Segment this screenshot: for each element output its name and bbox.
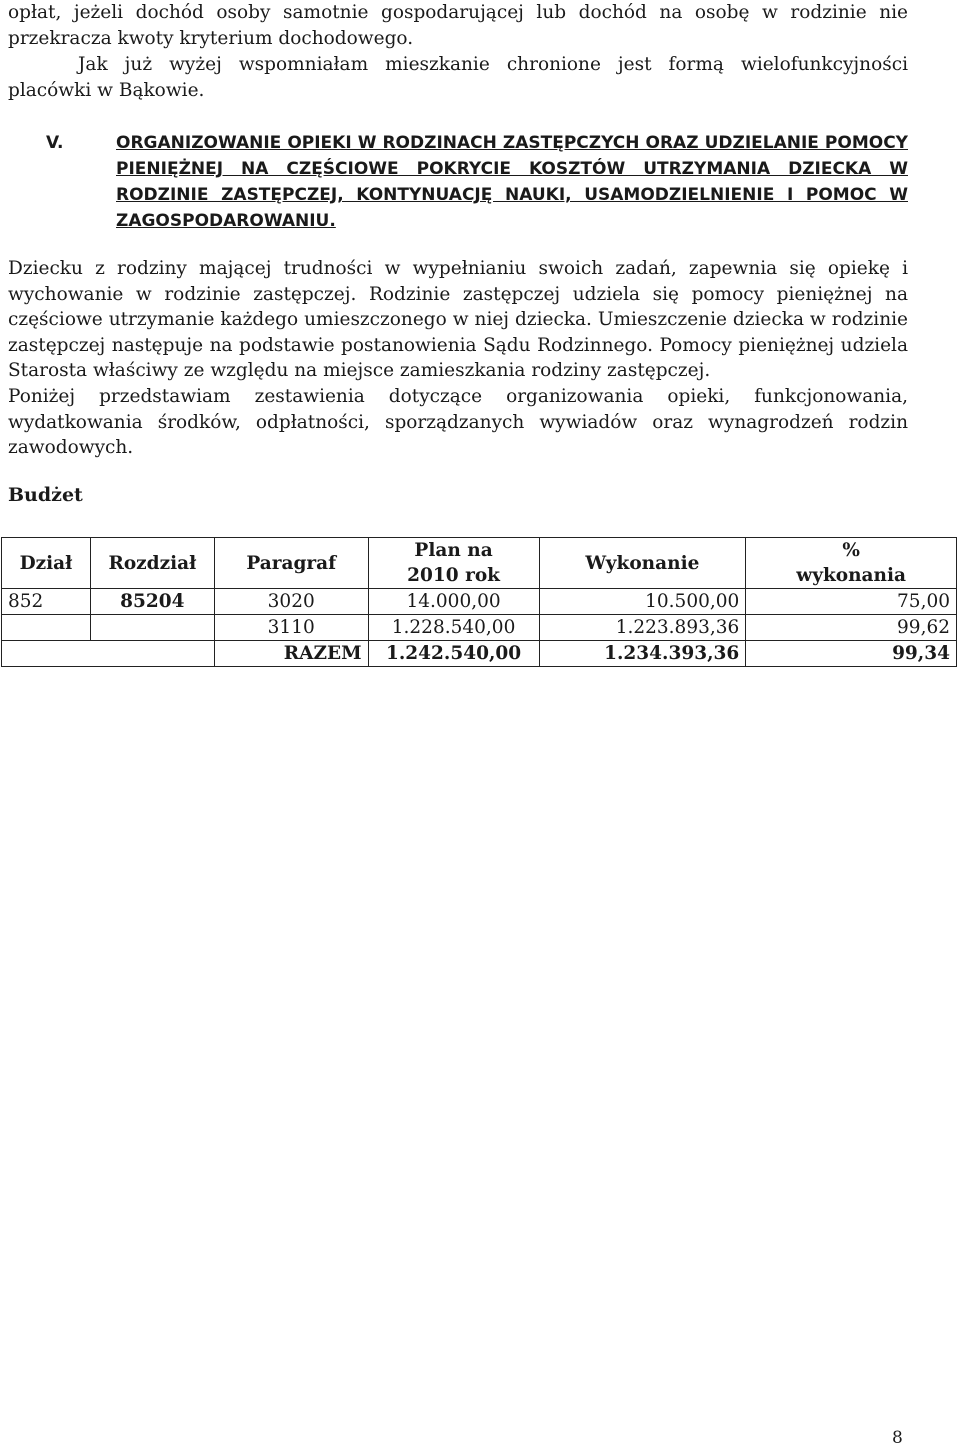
header-plan-line1: Plan na xyxy=(414,540,493,561)
total-wykonanie: 1.234.393,36 xyxy=(539,641,746,667)
budget-header-row xyxy=(2,538,957,589)
page-number: 8 xyxy=(892,1428,903,1448)
cell-procent: 75,00 xyxy=(746,589,957,615)
cell-wykonanie: 10.500,00 xyxy=(539,589,746,615)
cell-paragraf: 3110 xyxy=(214,615,368,641)
header-paragraf: Paragraf xyxy=(214,538,368,589)
cell-plan: 1.228.540,00 xyxy=(368,615,539,641)
cell-rozdzial xyxy=(90,615,214,641)
table-row xyxy=(2,589,957,615)
cell-plan: 14.000,00 xyxy=(368,589,539,615)
body-paragraph-1: Dziecku z rodziny mającej trudności w wypełnianiu swoich zadań, zapewnia się opiekę i wychowanie w rodzinie zastępczej. Rodzinie zastępczej udziela się pomocy pieniężnej na częściowe utrzymanie każdego umieszczonego w niej dziecka. Umieszczenie dziecka w rodzinie zastępczej następuje na podstawie postanowienia Sądu Rodzinnego. Pomocy pieniężnej udziela Starosta właściwy ze względu na miejsce zamieszkania rodziny zastępczej. xyxy=(8,258,908,382)
section-body xyxy=(8,256,908,461)
header-dzial: Dział xyxy=(2,538,91,589)
total-procent: 99,34 xyxy=(746,641,957,667)
cell-dzial xyxy=(2,615,91,641)
total-row xyxy=(2,641,957,667)
total-empty-cell xyxy=(2,641,215,667)
cell-dzial: 852 xyxy=(2,589,91,615)
intro-text xyxy=(8,0,908,104)
header-procent-line1: % xyxy=(842,540,860,561)
cell-paragraf: 3020 xyxy=(214,589,368,615)
intro-paragraph-2: Jak już wyżej wspomniałam mieszkanie chronione jest formą wielofunkcyjności placówki w Bąkowie. xyxy=(8,54,908,101)
cell-wykonanie: 1.223.893,36 xyxy=(539,615,746,641)
section-heading xyxy=(8,130,908,234)
budget-table xyxy=(1,537,957,667)
header-wykonanie: Wykonanie xyxy=(539,538,746,589)
cell-rozdzial: 85204 xyxy=(90,589,214,615)
cell-procent: 99,62 xyxy=(746,615,957,641)
header-procent xyxy=(746,538,957,589)
budget-title: Budżet xyxy=(8,484,83,506)
total-plan: 1.242.540,00 xyxy=(368,641,539,667)
header-plan xyxy=(368,538,539,589)
header-plan-line2: 2010 rok xyxy=(407,565,500,586)
table-row xyxy=(2,615,957,641)
section-number: V. xyxy=(46,133,64,153)
total-label: RAZEM xyxy=(214,641,368,667)
body-paragraph-2: Poniżej przedstawiam zestawienia dotyczące organizowania opieki, funkcjonowania, wydatkowania środków, odpłatności, sporządzanych wywiadów oraz wynagrodzeń rodzin zawodowych. xyxy=(8,385,908,459)
header-procent-line2: wykonania xyxy=(796,565,907,586)
header-rozdzial: Rozdział xyxy=(90,538,214,589)
intro-paragraph-1: opłat, jeżeli dochód osoby samotnie gospodarującej lub dochód na osobę w rodzinie nie przekracza kwoty kryterium dochodowego. xyxy=(8,2,908,49)
section-title: ORGANIZOWANIE OPIEKI W RODZINACH ZASTĘPCZYCH ORAZ UDZIELANIE POMOCY PIENIĘŻNEJ NA CZĘŚCIOWE POKRYCIE KOSZTÓW UTRZYMANIA DZIECKA W RODZINIE ZASTĘPCZEJ, KONTYNUACJĘ NAUKI, USAMODZIELNIENIE I POMOC W ZAGOSPODAROWANIU. xyxy=(116,133,908,231)
